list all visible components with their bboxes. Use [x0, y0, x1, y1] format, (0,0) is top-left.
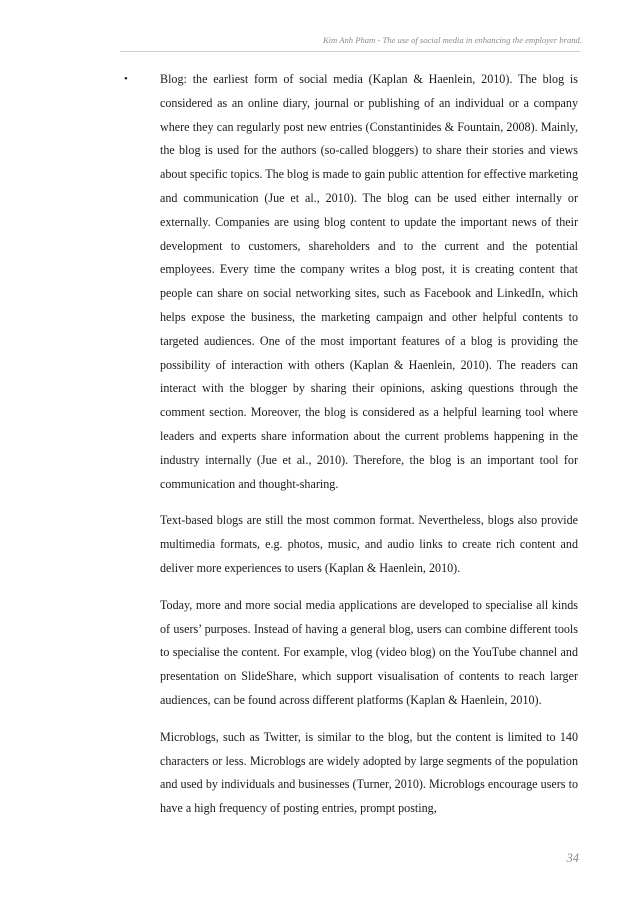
running-header: Kim Anh Pham - The use of social media in enhancing the employer brand.: [322, 35, 582, 45]
paragraph-text: Blog: the earliest form of social media (Kaplan & Haenlein, 2010). The blog is considered as an online diary, journal or publishing of an individual or a company where they can regularly post new entries (Constantinides & Fountain, 2008). Mainly, the blog is used for the authors (so-called bloggers) to share their stories and views about specific topics. The blog is made to gain public attention for effective marketing and communication (Jue et al., 2010). The blog can be used either internally or externally. Companies are using blog content to update the important news of their development to customers, shareholders and to the current and the potential employees. Every time the company writes a blog post, it is creating content that people can share on social networking sites, such as Facebook and LinkedIn, which helps expose the business, the marketing campaign and other helpful contents to targeted audiences. One of the most important features of a blog is providing the possibility of interaction with others (Kaplan & Haenlein, 2010). The readers can interact with the blogger by sharing their opinions, asking questions through the comment section. Moreover, the blog is considered as a helpful learning tool where leaders and experts share information about the current problems happening in the industry internally (Jue et al., 2010). Therefore, the blog is an important tool for communication and thought-sharing.: [160, 72, 579, 491]
paragraph-text-based-blogs: Text-based blogs are still the most common format. Nevertheless, blogs also provide multimedia formats, e.g. photos, music, and audio links to create rich content and deliver more experiences to users (Kaplan & Haenlein, 2010).: [160, 513, 578, 575]
paragraph-blog: [124, 68, 579, 496]
paragraph-specialised-applications: Today, more and more social media applications are developed to specialise all kinds of users’ purposes. Instead of having a general blog, users can combine different tools to specialise the content. For example, vlog (video blog) on the YouTube channel and presentation on SlideShare, which support visualisation of contents to reach larger audiences, can be found across different platforms (Kaplan & Haenlein, 2010).: [160, 597, 578, 707]
bullet-icon: •: [124, 73, 128, 85]
page-number: 34: [566, 851, 579, 865]
body-text: [124, 68, 579, 834]
header-rule: [120, 51, 580, 52]
paragraph-microblogs: Microblogs, such as Twitter, is similar to the blog, but the content is limited to 140 characters or less. Microblogs are widely adopted by large segments of the population and used by individuals and businesses (Turner, 2010). Microblogs encourage users to have a high frequency of posting entries, prompt posting,: [160, 729, 578, 816]
